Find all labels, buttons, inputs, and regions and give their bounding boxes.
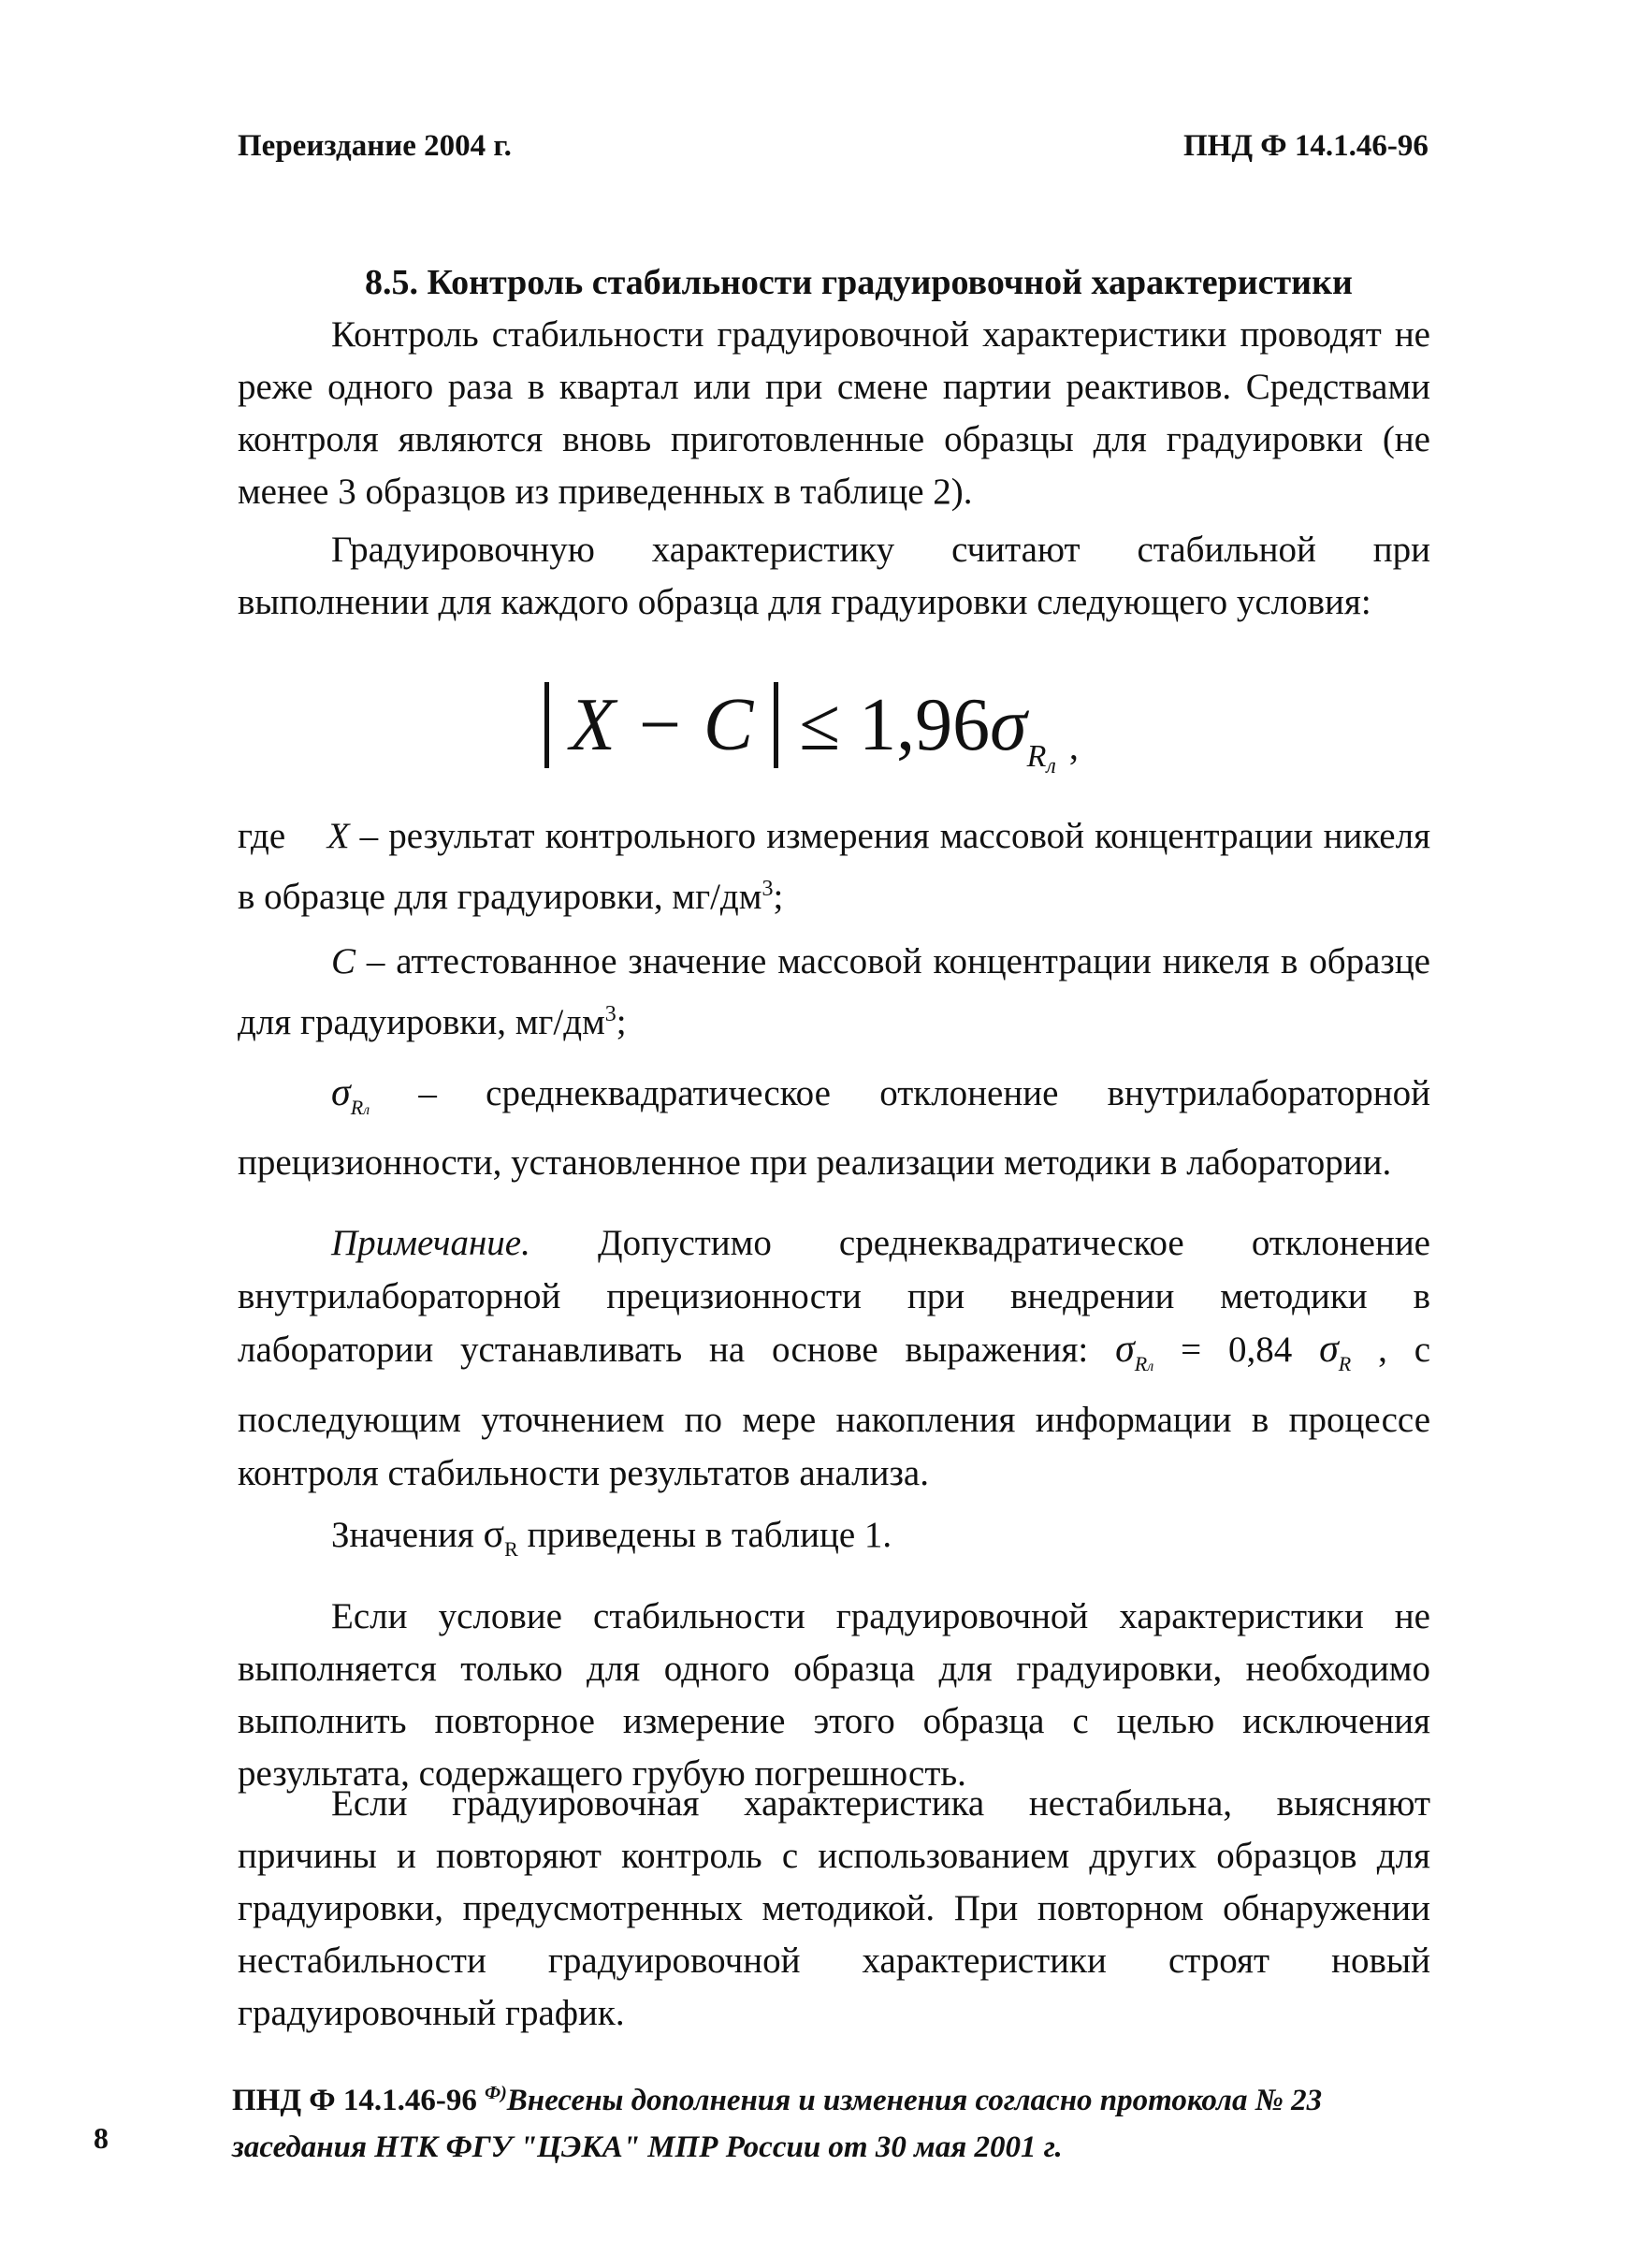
note-expr-subsub: л [1147, 1359, 1154, 1374]
formula-relation: ≤ 1,96 [799, 683, 991, 766]
footnote [232, 2070, 1439, 2171]
definition-c-text: – аттестованное значение массовой концентрации никеля в образце для градуировки, мг/дм [238, 941, 1430, 1042]
definition-x-end: ; [773, 877, 784, 917]
definition-sigma [238, 1067, 1430, 1189]
note-text-2: , с последующим уточнением по мере накопления информации в процессе контроля стабильности результатов анализа. [238, 1330, 1431, 1493]
definition-sigma-sub: R [350, 1096, 364, 1119]
stability-formula [524, 669, 1079, 781]
formula-sigma-subsub: л [1046, 753, 1056, 778]
values-line-sub: R [504, 1537, 518, 1561]
footnote-text: Внесены дополнения и изменения согласно протокола № 23 заседания НТК ФГУ "ЦЭКА" МПР России от 30 мая 2001 г. [232, 2084, 1323, 2164]
footnote-code: ПНД Ф 14.1.46-96 [232, 2084, 477, 2117]
section-title: 8.5. Контроль стабильности градуировочной характеристики [365, 263, 1353, 302]
abs-bar-left [544, 682, 549, 768]
note-paragraph [238, 1216, 1430, 1500]
definition-c-sup: 3 [604, 1002, 616, 1026]
note-label: Примечание. [331, 1223, 530, 1263]
header-right: ПНД Ф 14.1.46-96 [1183, 129, 1429, 163]
formula-lhs: X − C [570, 683, 754, 766]
note-expr-sigma: σ [1115, 1328, 1135, 1371]
paragraph-control-frequency: Контроль стабильности градуировочной характеристики проводят не реже одного раза в квартал или при смене партии реактивов. Средствами контроля являются вновь приготовленные образцы для градуировки (не менее 3 образцов из приведенных в таблице 2). [238, 314, 1430, 512]
header-left: Переиздание 2004 г. [238, 129, 512, 163]
note-expr-sub2: R [1338, 1352, 1352, 1375]
definition-c [238, 936, 1430, 1049]
definition-x-prefix: где [238, 816, 286, 856]
definition-c-symbol: C [331, 941, 356, 981]
values-line-sigma: σ [483, 1513, 505, 1556]
note-expr-sigma2: σ [1319, 1328, 1339, 1371]
abs-bar-right [774, 682, 778, 768]
formula-end: , [1068, 724, 1079, 767]
formula-sigma-sub: R [1026, 739, 1047, 774]
paragraph-unstable: Если градуировочная характеристика нестабильна, выясняют причины и повторяют контроль с использованием других образцов для градуировки, предусмотренных методикой. При повторном обнаружении нестабильности градуировочной характеристики строят новый градуировочный график. [238, 1783, 1430, 2033]
definition-x-sup: 3 [761, 877, 774, 901]
definition-x-symbol: X [326, 816, 350, 856]
definition-sigma-subsub: л [363, 1102, 370, 1118]
values-line-suffix: приведены в таблице 1. [517, 1515, 892, 1555]
definition-x [238, 810, 1430, 923]
definition-sigma-symbol: σ [331, 1071, 351, 1114]
paragraph-stability-condition: Градуировочную характеристику считают стабильной при выполнении для каждого образца для градуировки следующего условия: [238, 530, 1430, 622]
note-expr-mid: = 0,84 [1153, 1330, 1293, 1370]
paragraph-single-sample: Если условие стабильности градуировочной характеристики не выполняется только для одного образца для градуировки, необходимо выполнить повторное измерение этого образца с целью исключения результата, содержащего грубую погрешность. [238, 1596, 1430, 1794]
values-line [238, 1508, 1430, 1576]
definition-c-end: ; [616, 1002, 627, 1042]
formula-sigma: σ [990, 683, 1027, 766]
definition-x-text: – результат контрольного измерения массовой концентрации никеля в образце для градуировки, мг/дм [238, 816, 1431, 917]
note-expr-sub: R [1134, 1352, 1148, 1375]
page-number: 8 [94, 2121, 109, 2155]
values-line-prefix: Значения [331, 1515, 484, 1555]
footnote-mark: Ф) [485, 2083, 507, 2103]
definition-sigma-text: – среднеквадратическое отклонение внутрилабораторной прецизионности, установленное при реализации методики в лаборатории. [238, 1073, 1430, 1183]
note-text-1: Допустимо среднеквадратическое отклонение внутрилабораторной прецизионности при внедрении методики в лаборатории устанавливать на основе выражения: [238, 1223, 1430, 1370]
